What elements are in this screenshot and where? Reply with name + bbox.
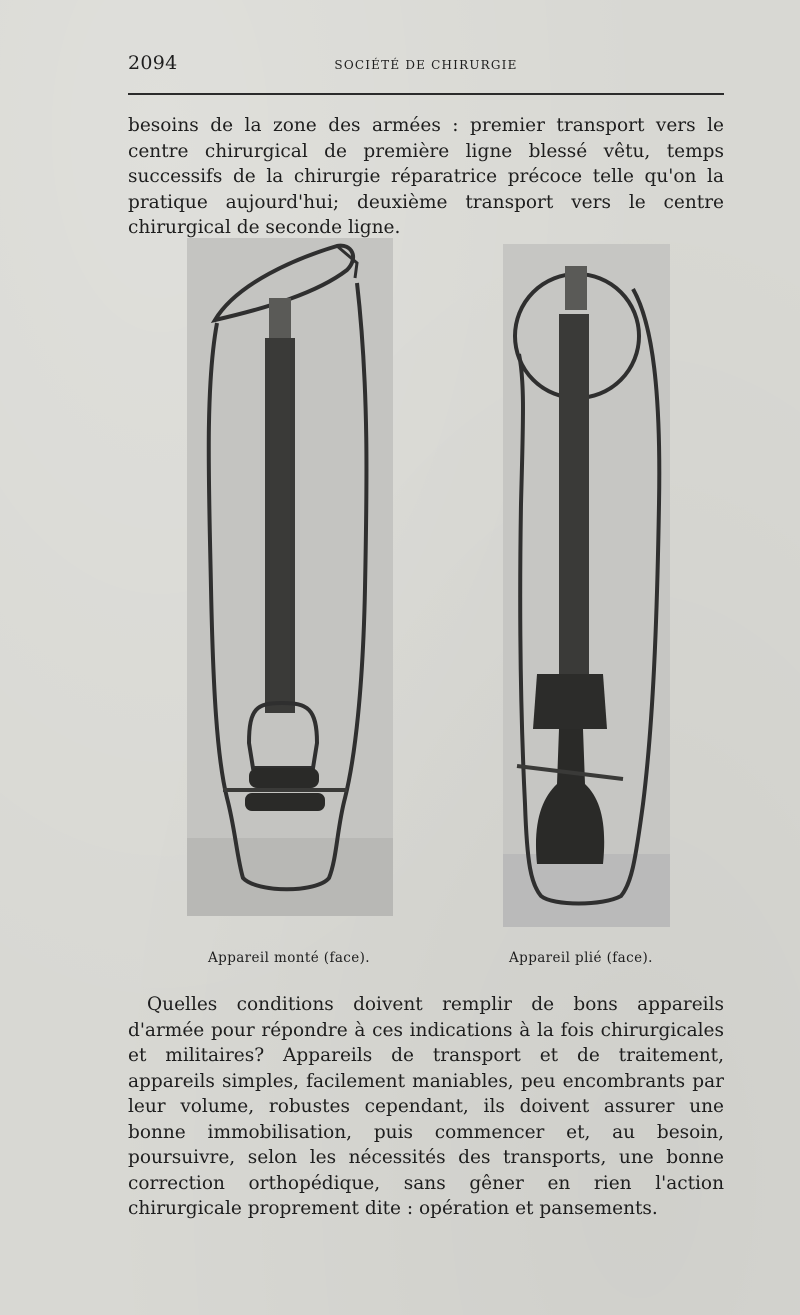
main-paragraph: Quelles conditions doivent remplir de bons appareils d'armée pour répondre à ces indications à la fois chirurgicales et militaires? Appareils de transport et de traitement, appareils simples, facilement maniables, peu encombrants par leur volume, robustes cependant, ils doivent assurer une bonne immobilisation, puis commencer et, au besoin, poursuivre, selon les nécessités des transports, une bonne correction orthopédique, sans gêner en rien l'action chirurgicale proprement dite : opération et pansements. (128, 994, 724, 1219)
intro-paragraph: besoins de la zone des armées : premier transport vers le centre chirurgical de première ligne blessé vêtu, temps successifs de la chirurgie réparatrice précoce telle qu'on la pratique aujourd'hui; deuxième transport vers le centre chirurgical de seconde ligne. (128, 115, 724, 238)
caption-folded: Appareil plié (face). (509, 950, 653, 966)
running-title: SOCIÉTÉ DE CHIRURGIE (334, 58, 518, 72)
splint-folded-illustration (503, 244, 670, 927)
splint-assembled-illustration (187, 238, 393, 916)
header-rule (128, 93, 724, 95)
photo-apparatus-folded (503, 244, 670, 927)
page-number: 2094 (128, 52, 178, 74)
caption-assembled: Appareil monté (face). (208, 950, 370, 966)
photo-apparatus-assembled (187, 238, 393, 916)
running-head (128, 52, 724, 80)
